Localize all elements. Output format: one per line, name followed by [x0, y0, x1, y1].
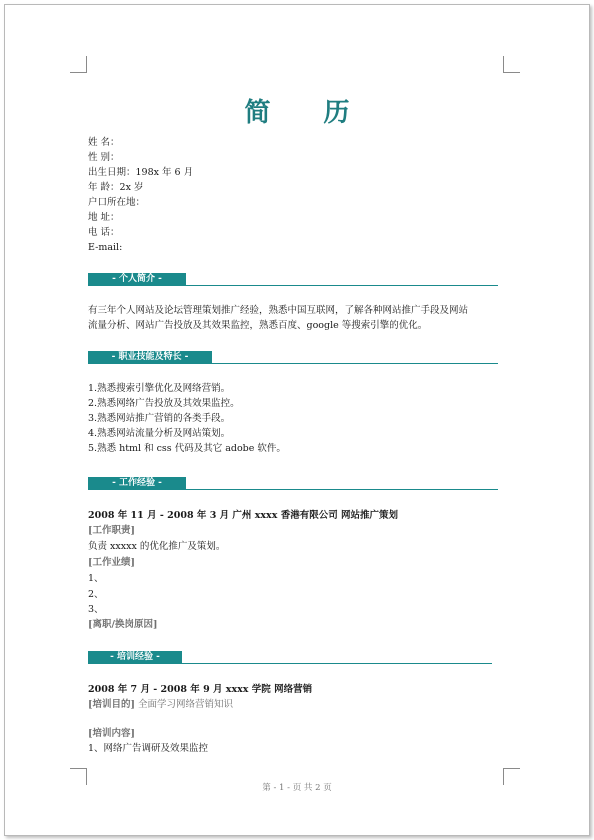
work-leave-label: [离职/换岗原因]	[88, 619, 158, 630]
section-heading-work	[88, 477, 498, 490]
achievement-item: 1、	[88, 573, 104, 584]
achievement-item: 3、	[88, 604, 104, 615]
page-footer: 第 - 1 - 页 共 2 页	[262, 783, 332, 793]
section-label: - 个人简介 -	[88, 273, 186, 285]
age: 年 龄：2x 岁	[88, 182, 144, 193]
training-content-item: 1、网络广告调研及效果监控	[88, 743, 209, 754]
achievement-item: 2、	[88, 589, 104, 600]
address-label: 地 址：	[88, 212, 120, 223]
skill-item: 5.熟悉 html 和 css 代码及其它 adobe 软件。	[88, 443, 286, 454]
gender-label: 性 别：	[88, 152, 120, 163]
section-heading-intro	[88, 273, 498, 286]
section-label: - 工作经验 -	[88, 477, 186, 489]
hukou-label: 户口所在地：	[88, 197, 146, 208]
email-label: E-mail:	[88, 242, 123, 253]
work-period-line: 2008 年 11 月 - 2008 年 3 月 广州 xxxx 香港有限公司 网站推广策划	[88, 510, 398, 521]
birth-date: 出生日期：198x 年 6 月	[88, 167, 194, 178]
training-period-line: 2008 年 7 月 - 2008 年 9 月 xxxx 学院 网络营销	[88, 684, 313, 695]
skill-item: 1.熟悉搜索引擎优化及网络营销。	[88, 383, 231, 394]
training-purpose-label: [培训目的]	[88, 699, 135, 710]
work-duty-label: [工作职责]	[88, 525, 135, 536]
section-label: - 职业技能及特长 -	[88, 351, 212, 363]
section-rule	[88, 285, 498, 286]
training-purpose	[88, 699, 233, 711]
work-achieve-label: [工作业绩]	[88, 557, 135, 568]
section-label: - 培训经验 -	[88, 651, 182, 663]
resume-title: 简 历	[244, 98, 372, 128]
crop-mark-top-right	[503, 56, 520, 73]
skill-item: 3.熟悉网站推广营销的各类手段。	[88, 413, 231, 424]
phone-label: 电 话：	[88, 227, 120, 238]
skill-item: 4.熟悉网站流量分析及网站策划。	[88, 428, 231, 439]
training-purpose-text: 全面学习网络营销知识	[135, 699, 234, 710]
intro-line: 有三年个人网站及论坛管理策划推广经验，熟悉中国互联网，了解各种网站推广手段及网站	[88, 305, 469, 316]
crop-mark-top-left	[70, 56, 87, 73]
section-rule	[88, 663, 492, 664]
section-heading-training	[88, 651, 492, 664]
section-rule	[88, 363, 498, 364]
skill-item: 2.熟悉网络广告投放及其效果监控。	[88, 398, 240, 409]
section-rule	[88, 489, 498, 490]
intro-line: 流量分析、网站广告投放及其效果监控，熟悉百度、google 等搜索引擎的优化。	[88, 320, 428, 331]
section-heading-skills	[88, 351, 498, 364]
training-content-label: [培训内容]	[88, 728, 135, 739]
name-label: 姓 名：	[88, 137, 120, 148]
work-duty-text: 负责 xxxxx 的优化推广及策划。	[88, 541, 226, 552]
